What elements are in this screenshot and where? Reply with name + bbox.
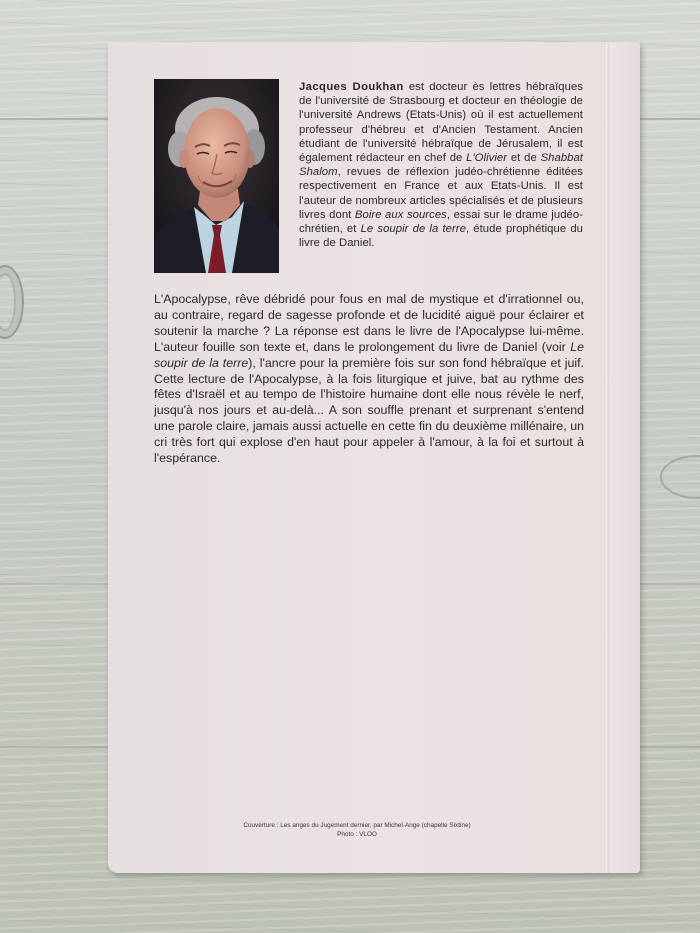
- author-bio: [299, 80, 583, 250]
- photo-credit-line: Photo : VLOO: [337, 830, 377, 838]
- book-title-boire-aux-sources: Boire aux sources: [354, 208, 447, 221]
- author-portrait-image: [154, 79, 279, 273]
- cover-credit-line: Couverture : Les anges du Jugement dernier, par Michel-Ange (chapelle Sixtine): [243, 822, 471, 829]
- bio-text: est docteur ès lettres hébraïques de l'université de Strasbourg et docteur en théologie de l'université Andrews (Etats-Unis) où il est actuellement professeur d'hébreu et d'Ancien Testament. Ancien étudiant de l'université hébraïque de Jérusalem, il est également rédacteur en chef de: [299, 81, 583, 165]
- blurb-text: ), l'ancre pour la première fois sur son fond hébraïque et juif. Cette lecture de l'Apocalypse, à la fois liturgique et juive, bat au rythme des fêtes d'Israël et au tempo de l'histoire humaine dont elle nous révèle le nerf, jusqu'à nos jours et au-delà... A son souffle prenant et surprenant s'entend une parole claire, jamais aussi actuelle en cette fin du deuxième millénaire, un cri très fort qui explose d'en haut pour appeler à l'amour, à la foi et surtout à l'espérance.: [154, 355, 584, 466]
- cover-credits: [108, 822, 606, 839]
- bio-text: , essai sur le drame judéo-chrétien, et: [299, 208, 583, 236]
- journal-title-lolivier: L'Olivier: [466, 152, 508, 165]
- wood-knot: [660, 455, 700, 499]
- book-blurb: [154, 292, 584, 467]
- author-name: Jacques Doukhan: [299, 81, 404, 93]
- journal-title-shabbat-shalom: Shabbat Shalom: [299, 152, 583, 179]
- bio-text: et de: [507, 152, 541, 165]
- blurb-text: L'Apocalypse, rêve débridé pour fous en mal de mystique et d'irrationnel ou, au contraire, regard de sagesse profonde et de lucidité aiguë pour éclairer et soutenir la marche ? La réponse est dans le livre de l'Apocalypse lui-même. L'auteur fouille son texte et, dans le prolongement du livre de Daniel (voir: [154, 292, 584, 354]
- cover-edge-strip: [609, 42, 640, 873]
- wood-knot: [0, 265, 24, 339]
- bio-text: , étude prophétique du livre de Daniel.: [299, 223, 583, 250]
- bio-text: , revues de réflexion judéo-chrétienne éditées respectivement en France et aux Etats-Unis. Il est l'auteur de nombreux articles spécialisés et de plusieurs livres dont: [299, 166, 583, 221]
- book-title-le-soupir-de-la-terre: Le soupir de la terre: [360, 223, 466, 236]
- author-photo: [154, 79, 279, 273]
- book-back-cover: [108, 42, 640, 873]
- blurb-book-title: Le soupir de la terre: [154, 339, 584, 370]
